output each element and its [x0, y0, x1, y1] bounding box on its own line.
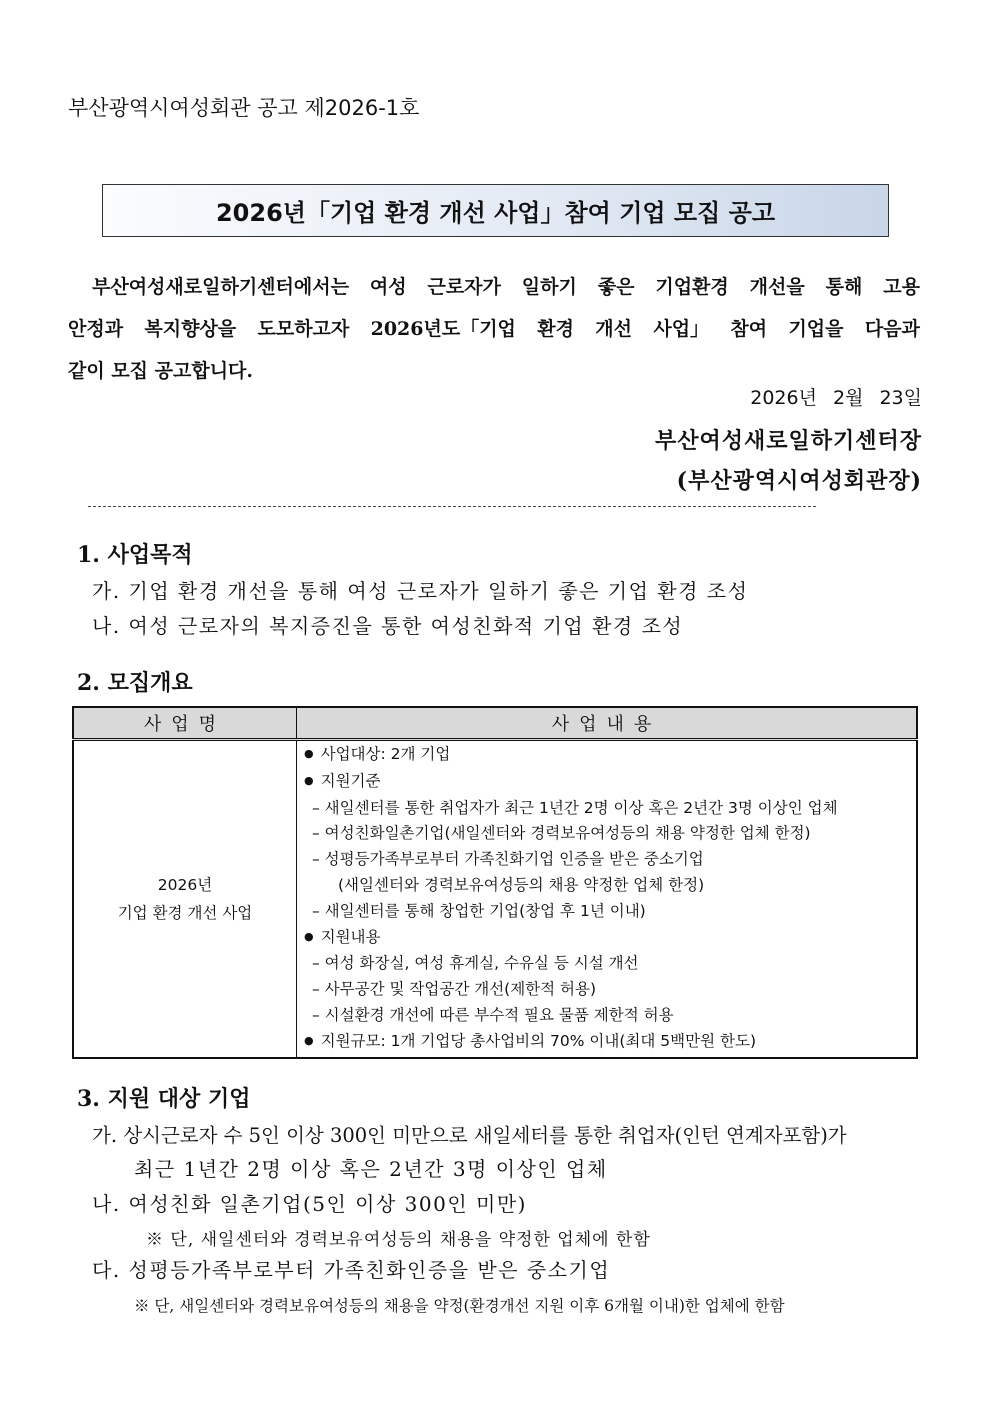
section1-item-a: 가. 기업 환경 개선을 통해 여성 근로자가 일하기 좋은 기업 환경 조성 — [92, 579, 749, 603]
project-name-cell — [73, 740, 297, 1058]
content-line: – 사무공간 및 작업공간 개선(제한적 허용) — [312, 980, 597, 999]
divider-line — [88, 506, 816, 507]
content-line: – 성평등가족부로부터 가족친화기업 인증을 받은 중소기업 — [312, 850, 704, 869]
page-title — [102, 184, 889, 237]
intro-paragraph — [68, 266, 920, 392]
table-header-row — [73, 707, 917, 740]
notice-number: 부산광역시여성회관 공고 제2026-1호 — [68, 96, 420, 120]
section3-item-c: 다. 성평등가족부로부터 가족친화인증을 받은 중소기업 — [92, 1258, 611, 1282]
intro-word: 다음과 — [864, 318, 920, 340]
intro-word: 환경 — [537, 318, 574, 340]
content-line: – 시설환경 개선에 따른 부수적 필요 물품 제한적 허용 — [312, 1005, 674, 1024]
content-line: (새일센터와 경력보유여성등의 채용 약정한 업체 한정) — [338, 875, 705, 894]
intro-word: 복지향상을 — [144, 318, 237, 340]
project-name-line1: 2026년 — [157, 875, 213, 894]
intro-word: 일하기 — [521, 276, 577, 298]
content-line: ● 지원내용 — [298, 925, 915, 952]
intro-line-1 — [68, 266, 920, 308]
intro-word: 부산여성새로일하기센터에서는 — [92, 276, 349, 298]
intro-word: 통해 — [825, 276, 863, 298]
page-title-text: 2026년「기업 환경 개선 사업」참여 기업 모집 공고 — [215, 199, 776, 227]
intro-word: 사업」 — [653, 318, 710, 340]
intro-line-2 — [68, 308, 920, 350]
intro-word: 참여 — [730, 318, 768, 340]
content-line: ● 지원기준 — [298, 769, 915, 796]
content-line: – 새일센터를 통해 창업한 기업(창업 후 1년 이내) — [312, 901, 646, 920]
intro-word: 고용 — [883, 276, 920, 298]
section3-item-b: 나. 여성친화 일촌기업(5인 이상 300인 미만) — [92, 1192, 527, 1216]
section3-note-c: ※ 단, 새일센터와 경력보유여성등의 채용을 약정(환경개선 지원 이후 6개월 이내)한 업체에 한함 — [134, 1297, 785, 1315]
intro-word: 기업을 — [788, 318, 844, 340]
project-content-cell — [297, 740, 918, 1058]
intro-word: 기업환경 — [655, 276, 729, 298]
section3-heading: 3. 지원 대상 기업 — [77, 1086, 251, 1112]
intro-word: 안정과 — [68, 318, 124, 340]
intro-word: 여성 — [369, 276, 407, 298]
signer-name: 부산여성새로일하기센터장 — [654, 428, 922, 454]
project-name-line2: 기업 환경 개선 사업 — [117, 903, 253, 922]
intro-line-3: 같이 모집 공고합니다. — [68, 360, 254, 382]
intro-word: 좋은 — [597, 276, 635, 298]
content-line: ● 사업대상: 2개 기업 — [298, 742, 915, 769]
signer-block — [655, 421, 922, 501]
table-header-project-content: 사업내용 — [297, 707, 918, 740]
content-line: ● 지원규모: 1개 기업당 총사업비의 70% 이내(최대 5백만원 한도) — [298, 1029, 915, 1056]
content-line: – 여성친화일촌기업(새일센터와 경력보유여성등의 채용 약정한 업체 한정) — [312, 824, 811, 843]
signer-org: (부산광역시여성회관장) — [676, 468, 922, 494]
table-header-project-name: 사업명 — [73, 707, 297, 740]
intro-word: 개선을 — [749, 276, 805, 298]
notice-date: 2026년 2월 23일 — [750, 387, 922, 409]
content-line: – 여성 화장실, 여성 휴게실, 수유실 등 시설 개선 — [312, 954, 639, 973]
table-row — [73, 740, 917, 1058]
section1-item-b: 나. 여성 근로자의 복지증진을 통한 여성친화적 기업 환경 조성 — [92, 614, 684, 638]
intro-word: 근로자가 — [427, 276, 501, 298]
section3-note-b: ※ 단, 새일센터와 경력보유여성등의 채용을 약정한 업체에 한함 — [146, 1230, 651, 1250]
intro-word: 2026년도「기업 — [370, 318, 516, 340]
section1-heading: 1. 사업목적 — [77, 542, 193, 568]
overview-table — [72, 706, 918, 1059]
content-line: – 새일센터를 통한 취업자가 최근 1년간 2명 이상 혹은 2년간 3명 이상인 업체 — [312, 798, 838, 817]
section3-item-a-line1: 가. 상시근로자 수 5인 이상 300인 미만으로 새일세터를 통한 취업자(인턴 연계자포함)가 — [92, 1124, 847, 1147]
section2-heading: 2. 모집개요 — [77, 670, 193, 696]
section3-item-a-line2: 최근 1년간 2명 이상 혹은 2년간 3명 이상인 업체 — [134, 1157, 608, 1181]
intro-word: 개선 — [595, 318, 633, 340]
intro-word: 도모하고자 — [257, 318, 350, 340]
